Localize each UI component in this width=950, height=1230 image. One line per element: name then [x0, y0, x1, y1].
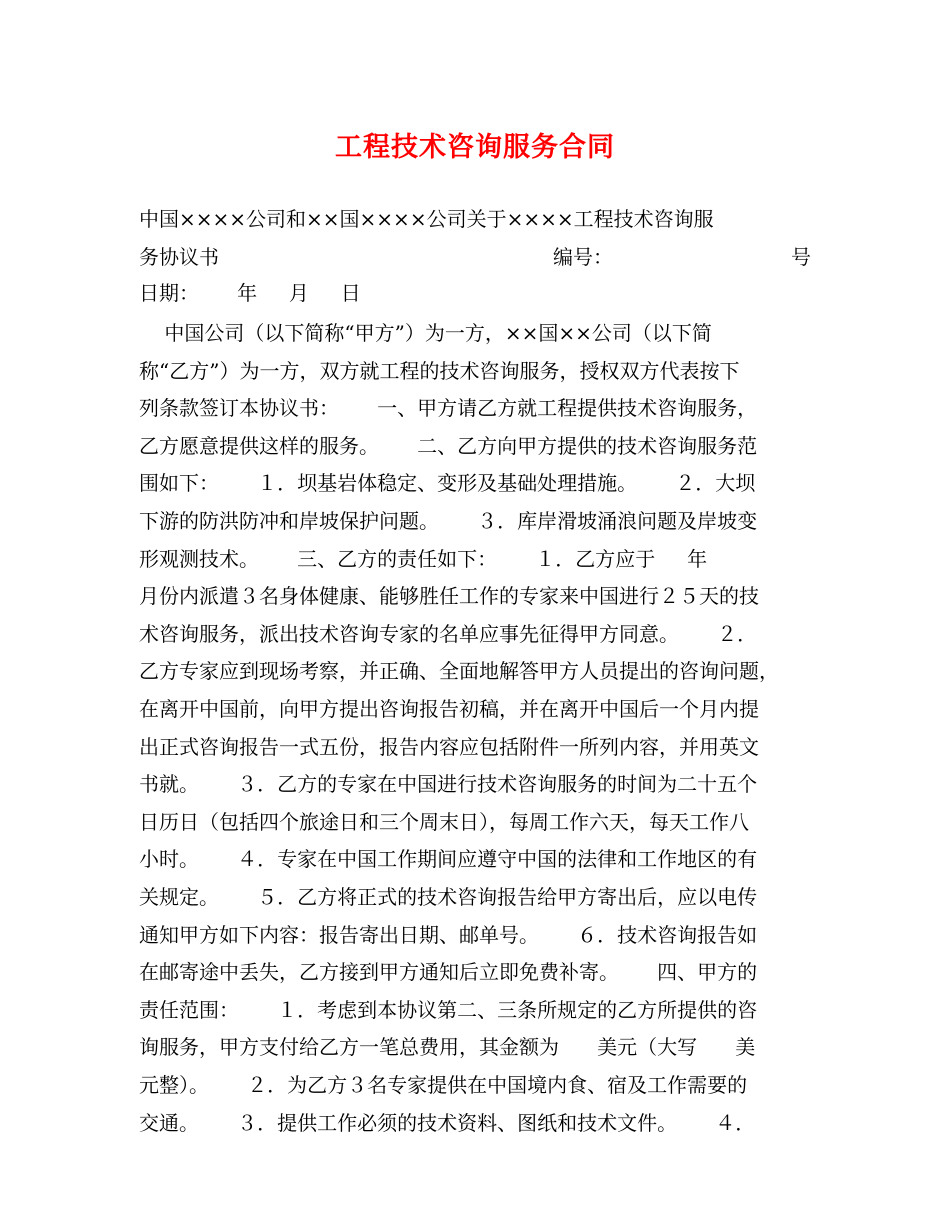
body-line: 月份内派遣３名身体健康、能够胜任工作的专家来中国进行２５天的技: [139, 584, 759, 609]
number-label: 编号：: [553, 245, 613, 269]
agreement-title-tail: 务协议书: [139, 245, 219, 269]
body-line: 在邮寄途中丢失，乙方接到甲方通知后立即免费补寄。 四、甲方的: [139, 960, 758, 985]
body-line: 责任范围： １．考虑到本协议第二、三条所规定的乙方所提供的咨: [139, 997, 758, 1022]
date-line: 日期： 年 月 日: [139, 281, 361, 305]
body-line: 下游的防洪防冲和岸坡保护问题。 ３．库岸滑坡涌浪问题及岸坡变: [139, 509, 758, 533]
body-line: 形观测技术。 三、乙方的责任如下： １．乙方应于 年: [139, 546, 708, 571]
body-line: 称“乙方”）为一方，双方就工程的技术咨询服务，授权双方代表按下: [139, 358, 740, 383]
body-line: 围如下： １．坝基岩体稳定、变形及基础处理措施。 ２．大坝: [139, 471, 756, 496]
body-line: 在离开中国前，向甲方提出咨询报告初稿，并在离开中国后一个月内提: [139, 697, 759, 721]
body-line: 术咨询服务，派出技术咨询专家的名单应事先征得甲方同意。 ２．: [139, 621, 758, 646]
document-title: 工程技术咨询服务合同: [335, 132, 615, 163]
header-line-1: 中国××××公司和××国××××公司关于××××工程技术咨询服: [139, 207, 714, 231]
body-line: 询服务，甲方支付给乙方一笔总费用，其金额为 美元（大写 美: [139, 1035, 756, 1060]
body-line: 乙方专家应到现场考察，并正确、全面地解答甲方人员提出的咨询问题，: [139, 659, 779, 684]
number-suffix: 号: [791, 245, 811, 269]
body-line: 日历日（包括四个旅途日和三个周末日），每周工作六天，每天工作八: [139, 809, 749, 834]
body-line: 列条款签订本协议书： 一、甲方请乙方就工程提供技术咨询服务，: [139, 396, 758, 421]
body-line: 中国公司（以下简称“甲方”）为一方，××国××公司（以下简: [139, 321, 712, 345]
body-line: 乙方愿意提供这样的服务。 二、乙方向甲方提供的技术咨询服务范: [139, 433, 758, 458]
body-line: 小时。 ４．专家在中国工作期间应遵守中国的法律和工作地区的有: [139, 847, 758, 872]
body-line: 元整）。 ２．为乙方３名专家提供在中国境内食、宿及工作需要的: [139, 1073, 748, 1097]
header-line-2: [139, 238, 814, 276]
body-line: 交通。 ３．提供工作必须的技术资料、图纸和技术文件。 ４．: [139, 1110, 756, 1135]
body-line: 通知甲方如下内容：报告寄出日期、邮单号。 ６．技术咨询报告如: [139, 922, 758, 947]
body-line: 出正式咨询报告一式五份，报告内容应包括附件一所列内容，并用英文: [139, 734, 759, 759]
body-line: 书就。 ３．乙方的专家在中国进行技术咨询服务的时间为二十五个: [139, 772, 758, 797]
body-line: 关规定。 ５．乙方将正式的技术咨询报告给甲方寄出后，应以电传: [139, 885, 758, 909]
